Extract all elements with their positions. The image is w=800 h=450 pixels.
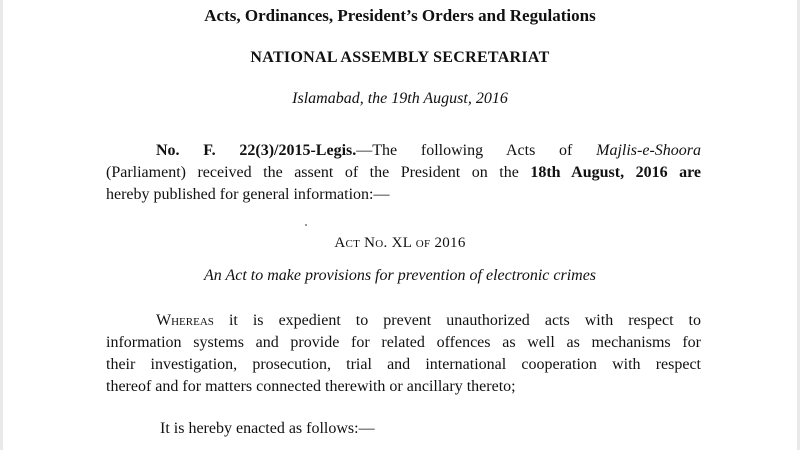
secretariat-heading: NATIONAL ASSEMBLY SECRETARIAT	[250, 49, 550, 66]
preamble-line-1	[106, 310, 701, 332]
notification-paragraph	[106, 140, 701, 206]
act-number	[0, 235, 800, 252]
enactment-clause: It is hereby enacted as follows:—	[160, 420, 375, 437]
preamble-line-3: their investigation, prosecution, trial and international cooperation with respect	[106, 356, 701, 373]
notification-line-1	[106, 140, 701, 162]
act-number-text: Act No. XL of 2016	[334, 235, 466, 251]
scan-edge-left	[0, 0, 3, 450]
notification-line-2	[106, 162, 701, 184]
preamble-line-1-text: it is expedient to prevent unauthorized acts with respect to	[228, 312, 702, 329]
notification-line-2-text: (Parliament) received the assent of the President on the	[106, 164, 519, 181]
majlis-name: Majlis-e-Shoora	[596, 142, 702, 159]
notification-line-3: hereby published for general information:—	[106, 186, 390, 203]
whereas-word: Whereas	[156, 312, 214, 329]
scan-speck	[305, 224, 307, 226]
act-title: An Act to make provisions for prevention of electronic crimes	[203, 267, 597, 284]
gazette-header: Acts, Ordinances, President’s Orders and Regulations	[204, 6, 596, 25]
preamble-paragraph	[106, 310, 701, 398]
notification-text-a: —The following Acts of	[356, 142, 573, 159]
preamble-line-2: information systems and provide for related offences as well as mechanisms for	[106, 334, 701, 351]
preamble-line-4: thereof and for matters connected therewith or ancillary thereto;	[106, 378, 516, 395]
notification-number: No. F. 22(3)/2015-Legis.	[156, 142, 357, 159]
notification-line-2-end: are	[679, 164, 702, 181]
place-date: Islamabad, the 19th August, 2016	[292, 90, 508, 107]
assent-date: 18th August, 2016	[530, 164, 668, 181]
